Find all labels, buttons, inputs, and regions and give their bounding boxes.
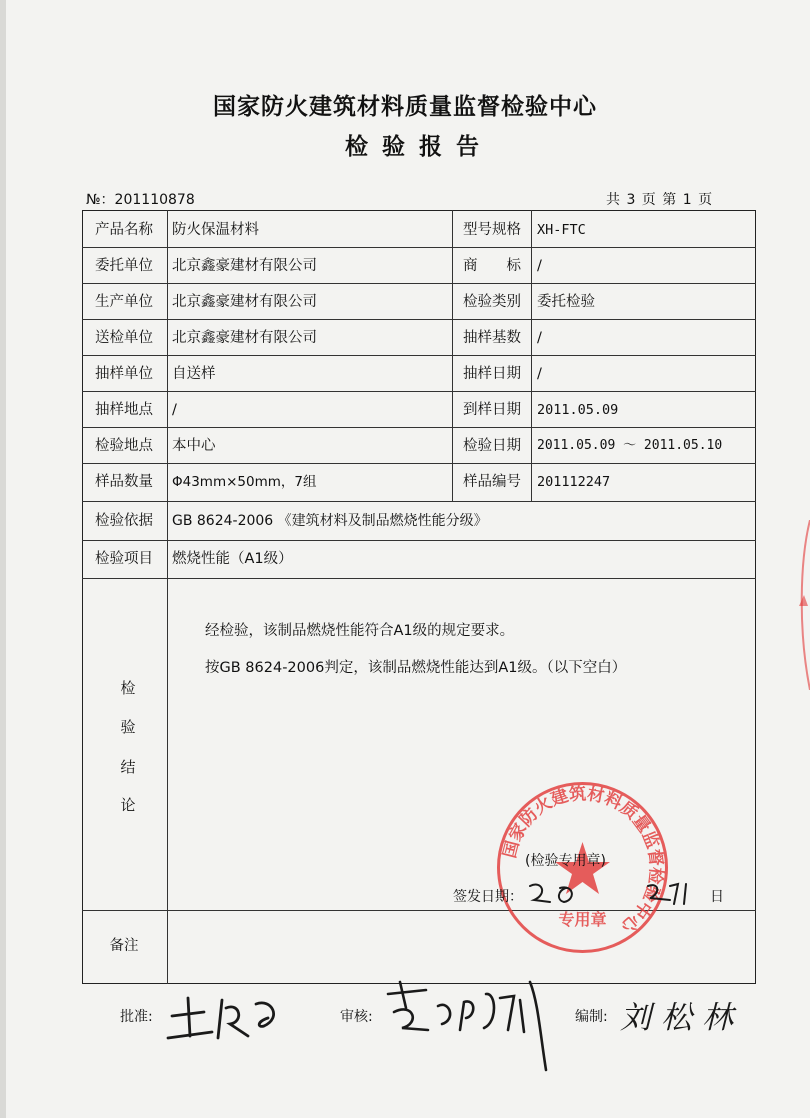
approve-label: 批准:	[120, 1009, 153, 1025]
row-divider	[82, 463, 756, 464]
issue-date-day-suffix: 日	[710, 889, 724, 905]
col-divider	[531, 210, 532, 501]
org-title: 国家防火建筑材料质量监督检验中心	[213, 94, 597, 120]
handwritten-issue-date	[520, 876, 710, 910]
label-manufacturer: 生产单位	[95, 294, 153, 310]
scan-edge	[0, 0, 6, 1118]
row-divider	[82, 540, 756, 541]
value-sampling-base: /	[537, 330, 542, 346]
value-trademark: /	[537, 258, 542, 274]
row-divider	[82, 501, 756, 502]
row-divider	[82, 283, 756, 284]
label-test-date: 检验日期	[463, 438, 521, 454]
approver-signature	[160, 988, 300, 1048]
stamp-note: (检验专用章)	[525, 853, 606, 869]
label-sample-no: 样品编号	[463, 474, 521, 490]
label-client: 委托单位	[95, 258, 153, 274]
label-trademark: 商 标	[463, 258, 521, 274]
value-sample-no: 201112247	[537, 474, 611, 490]
row-divider	[82, 319, 756, 320]
row-divider	[82, 247, 756, 248]
label-test-place: 检验地点	[95, 438, 153, 454]
report-number: №：201110878	[86, 192, 195, 208]
value-submitter: 北京鑫豪建材有限公司	[172, 330, 317, 346]
label-test-type: 检验类别	[463, 294, 521, 310]
row-divider	[82, 578, 756, 579]
conclusion-label-char: 验	[120, 718, 136, 736]
adjacent-seal-fragment	[796, 520, 810, 690]
col-divider	[167, 210, 168, 984]
seal-center-text: 专用章	[558, 910, 607, 929]
label-arrival-date: 到样日期	[463, 402, 521, 418]
preparer-signature: 刘松林	[620, 1000, 743, 1036]
value-test-place: 本中心	[172, 438, 216, 454]
label-sampling-base: 抽样基数	[463, 330, 521, 346]
issue-date-label: 签发日期：	[453, 889, 523, 905]
label-product-name: 产品名称	[95, 222, 153, 238]
value-sampling-place: /	[172, 402, 177, 418]
value-test-type: 委托检验	[537, 294, 595, 310]
label-sampling-date: 抽样日期	[463, 366, 521, 382]
conclusion-line-2: 按GB 8624-2006判定，该制品燃烧性能达到A1级。（以下空白）	[205, 660, 627, 676]
label-sample-qty: 样品数量	[95, 474, 153, 490]
row-divider	[82, 391, 756, 392]
label-model: 型号规格	[463, 222, 521, 238]
report-title: 检验报告	[345, 134, 493, 160]
label-remarks: 备注	[109, 938, 139, 954]
value-arrival-date: 2011.05.09	[537, 402, 619, 418]
value-sample-qty: Φ43mm×50mm，7组	[172, 474, 317, 490]
col-divider	[452, 210, 453, 501]
label-test-items: 检验项目	[95, 551, 153, 567]
value-test-basis: GB 8624-2006 《建筑材料及制品燃烧性能分级》	[172, 513, 488, 529]
value-sampling-unit: 自送样	[172, 366, 216, 382]
conclusion-label-char: 论	[120, 796, 136, 814]
page-count: 共 3 页 第 1 页	[606, 192, 714, 208]
row-divider	[82, 355, 756, 356]
value-product-name: 防火保温材料	[172, 222, 259, 238]
value-test-date: 2011.05.09 ～ 2011.05.10	[537, 438, 723, 453]
label-submitter: 送检单位	[95, 330, 153, 346]
conclusion-label-char: 结	[120, 758, 136, 776]
value-test-items: 燃烧性能（A1级）	[172, 551, 293, 567]
value-model: XH-FTC	[537, 222, 586, 238]
value-manufacturer: 北京鑫豪建材有限公司	[172, 294, 317, 310]
label-sampling-place: 抽样地点	[95, 402, 153, 418]
value-client: 北京鑫豪建材有限公司	[172, 258, 317, 274]
label-test-basis: 检验依据	[95, 513, 153, 529]
review-label: 审核:	[340, 1009, 373, 1025]
reviewer-signature	[380, 972, 560, 1076]
row-divider	[82, 427, 756, 428]
value-sampling-date: /	[537, 366, 542, 382]
label-sampling-unit: 抽样单位	[95, 366, 153, 382]
conclusion-label-char: 检	[120, 679, 136, 697]
seal-ring-text: 国家防火建筑材料质量监督检验中心	[499, 784, 666, 937]
prepare-label: 编制:	[575, 1009, 608, 1025]
conclusion-line-1: 经检验，该制品燃烧性能符合A1级的规定要求。	[205, 623, 515, 639]
